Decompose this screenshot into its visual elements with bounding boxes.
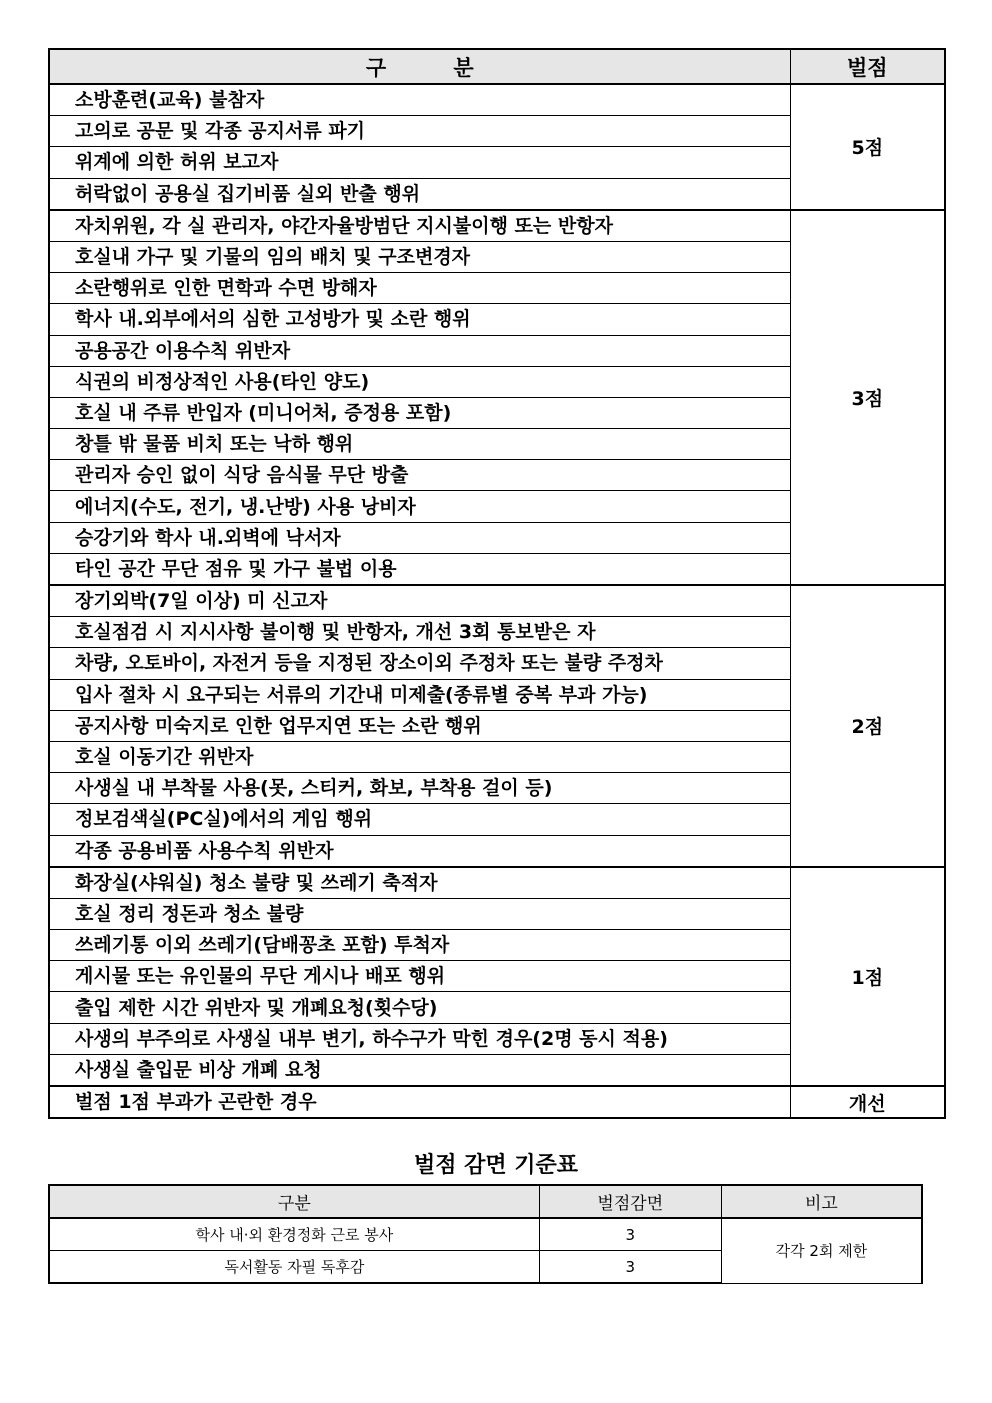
penalty-points-cell: 5점 — [790, 84, 945, 210]
penalty-item-cell: 호실 이동기간 위반자 — [49, 741, 790, 772]
penalty-item-cell: 호실 정리 정돈과 청소 불량 — [49, 898, 790, 929]
penalty-points-cell: 1점 — [790, 867, 945, 1086]
penalty-item-cell: 고의로 공문 및 각종 공지서류 파기 — [49, 116, 790, 147]
table-row — [49, 1218, 922, 1251]
reduction-table — [48, 1184, 923, 1284]
penalty-table-header — [49, 49, 945, 84]
penalty-item-cell: 사생의 부주의로 사생실 내부 변기, 하수구가 막힌 경우(2명 동시 적용) — [49, 1023, 790, 1054]
penalty-item-cell: 식권의 비정상적인 사용(타인 양도) — [49, 366, 790, 397]
penalty-item-cell: 화장실(샤워실) 청소 불량 및 쓰레기 축적자 — [49, 867, 790, 899]
penalty-item-cell: 에너지(수도, 전기, 냉.난방) 사용 낭비자 — [49, 491, 790, 522]
reduction-note-cell: 각각 2회 제한 — [721, 1218, 922, 1283]
penalty-item-cell: 벌점 1점 부과가 곤란한 경우 — [49, 1086, 790, 1118]
penalty-points-cell: 3점 — [790, 210, 945, 585]
penalty-item-cell: 소란행위로 인한 면학과 수면 방해자 — [49, 273, 790, 304]
penalty-item-cell: 공지사항 미숙지로 인한 업무지연 또는 소란 행위 — [49, 710, 790, 741]
table-row — [49, 84, 945, 116]
penalty-item-cell: 쓰레기통 이외 쓰레기(담배꽁초 포함) 투척자 — [49, 930, 790, 961]
penalty-item-cell: 호실점검 시 지시사항 불이행 및 반항자, 개선 3회 통보받은 자 — [49, 617, 790, 648]
penalty-item-cell: 타인 공간 무단 점유 및 가구 불법 이용 — [49, 553, 790, 585]
header-category: 구분 — [49, 1185, 539, 1218]
penalty-item-cell: 위계에 의한 허위 보고자 — [49, 147, 790, 178]
table-row — [49, 867, 945, 899]
reduction-value-cell: 3 — [539, 1218, 721, 1251]
penalty-item-cell: 허락없이 공용실 집기비품 실외 반출 행위 — [49, 178, 790, 210]
penalty-item-cell: 차량, 오토바이, 자전거 등을 지정된 장소이외 주정차 또는 불량 주정차 — [49, 648, 790, 679]
header-points: 벌점 — [790, 49, 945, 84]
reduction-table-header — [49, 1185, 922, 1218]
penalty-item-cell: 소방훈련(교육) 불참자 — [49, 84, 790, 116]
penalty-table-body — [49, 84, 945, 1118]
penalty-item-cell: 입사 절차 시 요구되는 서류의 기간내 미제출(종류별 중복 부과 가능) — [49, 679, 790, 710]
penalty-item-cell: 호실 내 주류 반입자 (미니어처, 증정용 포함) — [49, 397, 790, 428]
header-reduction: 벌점감면 — [539, 1185, 721, 1218]
table-row — [49, 210, 945, 242]
table-row — [49, 1086, 945, 1118]
penalty-table — [48, 48, 946, 1119]
reduction-category-cell: 학사 내·외 환경정화 근로 봉사 — [49, 1218, 539, 1251]
penalty-item-cell: 사생실 내 부착물 사용(못, 스티커, 화보, 부착용 걸이 등) — [49, 773, 790, 804]
penalty-item-cell: 장기외박(7일 이상) 미 신고자 — [49, 585, 790, 617]
penalty-points-cell: 2점 — [790, 585, 945, 867]
penalty-item-cell: 공용공간 이용수칙 위반자 — [49, 335, 790, 366]
table-row — [49, 585, 945, 617]
header-note: 비고 — [721, 1185, 922, 1218]
penalty-item-cell: 창틀 밖 물품 비치 또는 낙하 행위 — [49, 429, 790, 460]
penalty-item-cell: 자치위원, 각 실 관리자, 야간자율방범단 지시불이행 또는 반항자 — [49, 210, 790, 242]
penalty-item-cell: 승강기와 학사 내.외벽에 낙서자 — [49, 522, 790, 553]
penalty-points-cell: 개선 — [790, 1086, 945, 1118]
reduction-value-cell: 3 — [539, 1251, 721, 1284]
penalty-item-cell: 게시물 또는 유인물의 무단 게시나 배포 행위 — [49, 961, 790, 992]
penalty-item-cell: 호실내 가구 및 기물의 임의 배치 및 구조변경자 — [49, 241, 790, 272]
header-category: 구 분 — [49, 49, 790, 84]
penalty-item-cell: 각종 공용비품 사용수칙 위반자 — [49, 835, 790, 867]
penalty-item-cell: 학사 내.외부에서의 심한 고성방가 및 소란 행위 — [49, 304, 790, 335]
reduction-table-title: 벌점 감면 기준표 — [413, 1153, 579, 1178]
penalty-item-cell: 정보검색실(PC실)에서의 게임 행위 — [49, 804, 790, 835]
penalty-item-cell: 관리자 승인 없이 식당 음식물 무단 방출 — [49, 460, 790, 491]
penalty-item-cell: 사생실 출입문 비상 개폐 요청 — [49, 1054, 790, 1086]
penalty-item-cell: 출입 제한 시간 위반자 및 개폐요청(횟수당) — [49, 992, 790, 1023]
reduction-category-cell: 독서활동 자필 독후감 — [49, 1251, 539, 1284]
